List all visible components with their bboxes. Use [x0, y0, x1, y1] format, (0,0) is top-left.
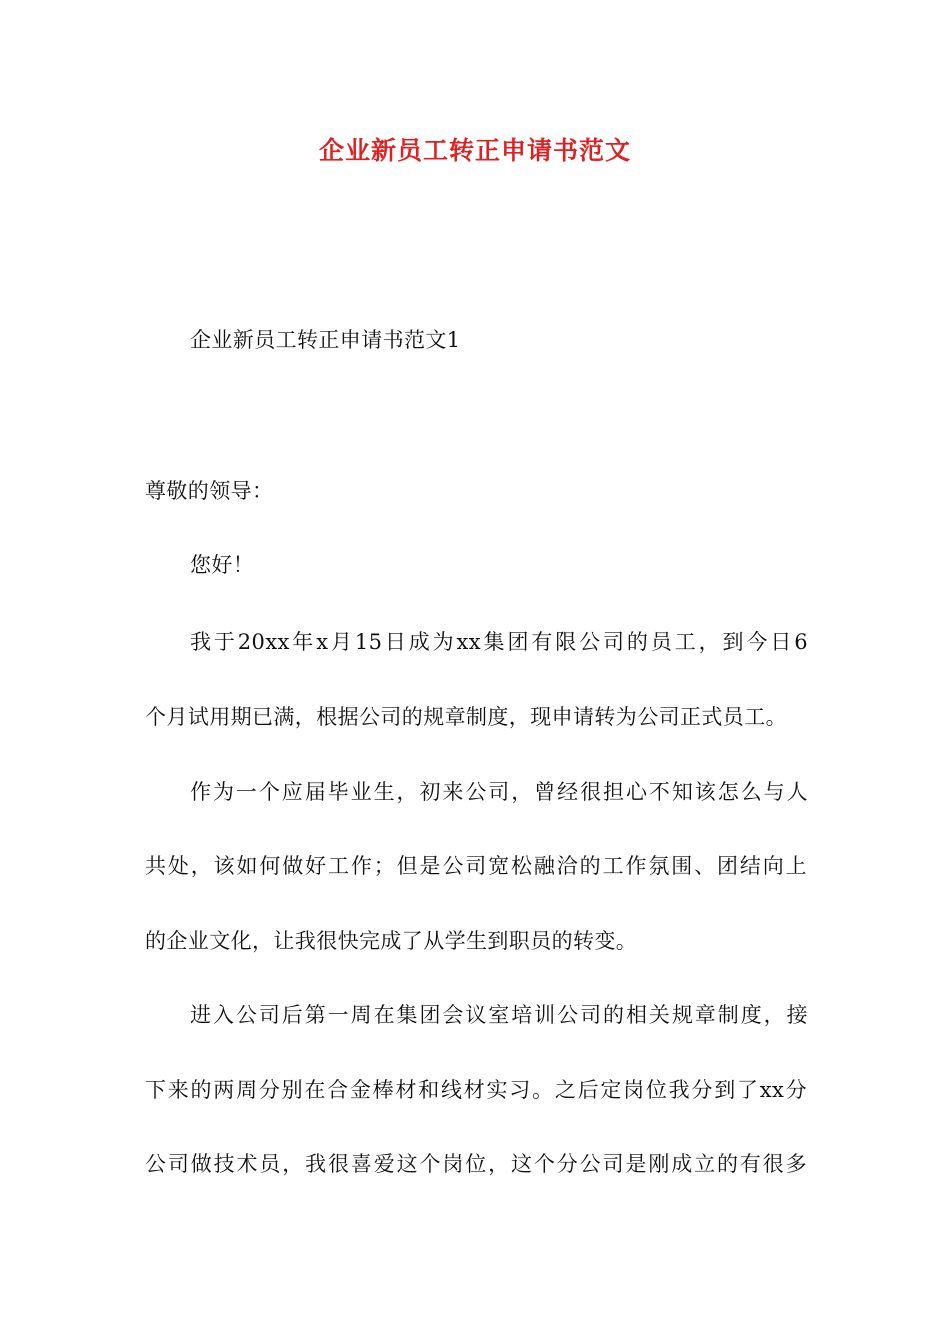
paragraph-line: 进入公司后第一周在集团会议室培训公司的相关规章制度，接 [190, 1003, 808, 1027]
paragraph-line: 作为一个应届毕业生，初来公司，曾经很担心不知该怎么与人 [190, 780, 808, 804]
paragraph-line: 公司做技术员，我很喜爱这个岗位，这个分公司是刚成立的有很多 [145, 1152, 807, 1176]
paragraph-line: 的企业文化，让我很快完成了从学生到职员的转变。 [145, 929, 638, 953]
paragraph-line: 共处，该如何做好工作；但是公司宽松融洽的工作氛围、团结向上 [145, 854, 807, 878]
salutation: 尊敬的领导： [145, 479, 274, 503]
document-title: 企业新员工转正申请书范文 [318, 136, 631, 165]
section-heading: 企业新员工转正申请书范文1 [190, 328, 461, 352]
paragraph-line: 下来的两周分别在合金棒材和线材实习。之后定岗位我分到了xx分 [145, 1078, 807, 1102]
paragraph-line: 我于20xx年x月15日成为xx集团有限公司的员工，到今日6 [190, 630, 808, 654]
greeting: 您好！ [190, 553, 255, 577]
paragraph-line: 个月试用期已满，根据公司的规章制度，现申请转为公司正式员工。 [145, 705, 787, 729]
